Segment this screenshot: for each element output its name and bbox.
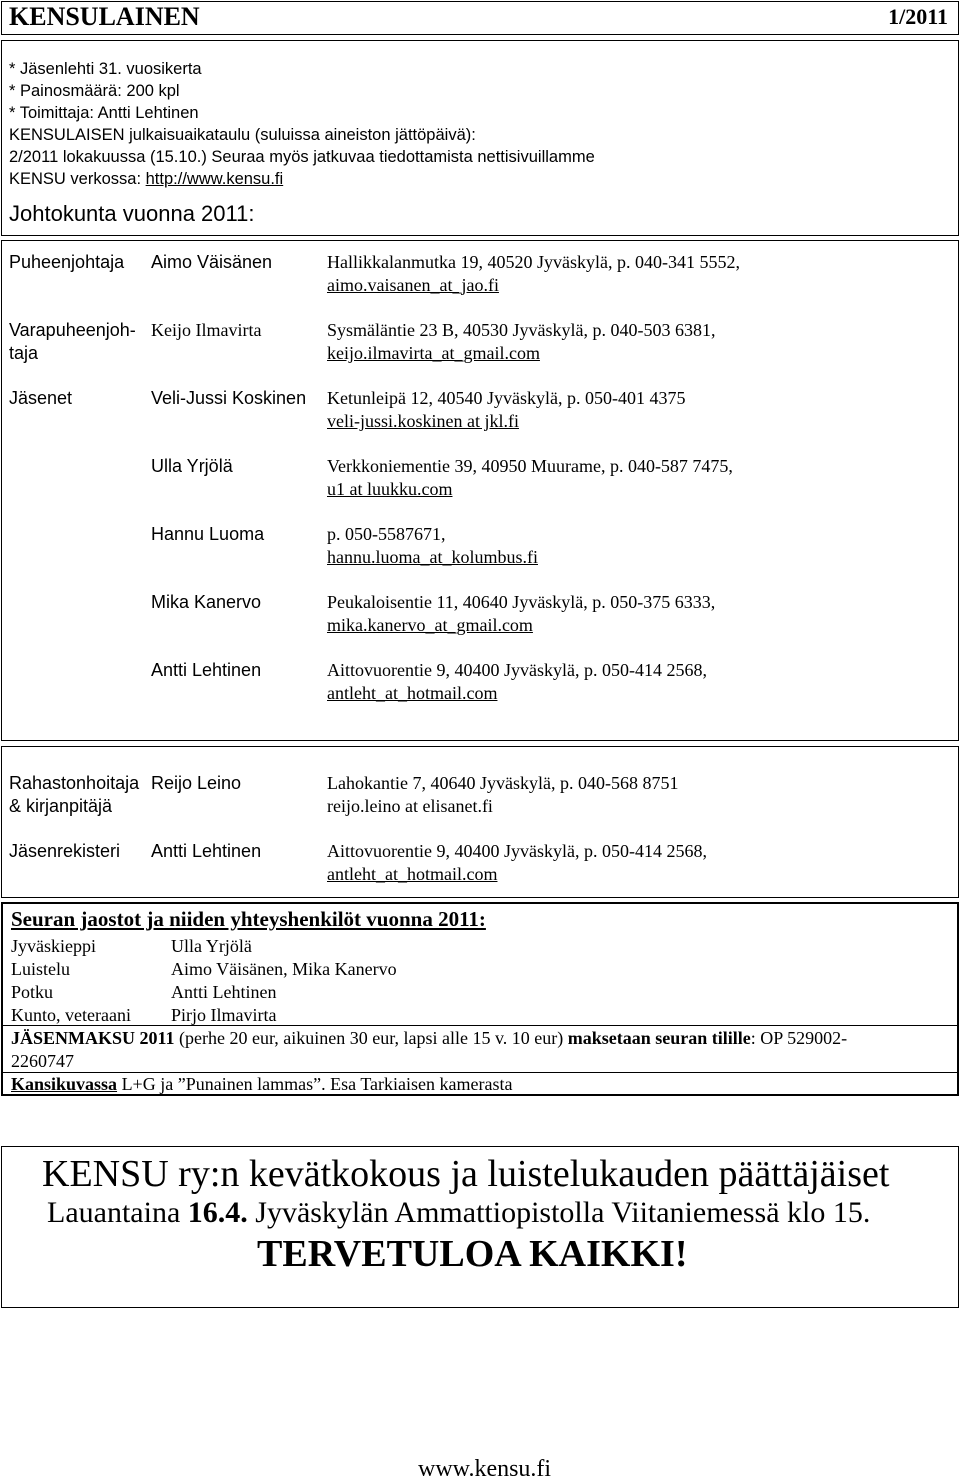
announcement-title: KENSU ry:n kevätkokous ja luistelukauden päättäjäiset [42,1153,890,1195]
cover-caption [11,1073,512,1096]
officer-address: Lahokantie 7, 40640 Jyväskylä, p. 040-568 8751 [327,773,679,793]
announcement-welcome: TERVETULOA KAIKKI! [257,1233,688,1275]
member-email[interactable]: mika.kanervo_at_gmail.com [327,615,533,635]
member-name: Hannu Luoma [151,524,265,544]
officer-email: reijo.leino at elisanet.fi [327,796,493,816]
role-label-cont: taja [9,343,39,363]
member-address: Aittovuorentie 9, 40400 Jyväskylä, p. 050-414 2568, [327,660,707,680]
footer-url[interactable]: www.kensu.fi [418,1456,552,1482]
intro-line: * Jäsenlehti 31. vuosikerta [9,60,202,78]
member-address: Verkkoniementie 39, 40950 Muurame, p. 040-587 7475, [327,456,733,476]
member-name: Aimo Väisänen [151,252,273,272]
section-contact: Ulla Yrjölä [171,936,252,956]
member-email[interactable]: keijo.ilmavirta_at_gmail.com [327,343,540,363]
section-contact: Antti Lehtinen [171,982,277,1002]
member-email[interactable]: aimo.vaisanen_at_jao.fi [327,275,499,295]
section-name: Kunto, veteraani [11,1005,131,1025]
website-link[interactable]: http://www.kensu.fi [145,170,284,188]
section-name: Luistelu [11,959,70,979]
member-email[interactable]: hannu.luoma_at_kolumbus.fi [327,547,538,567]
intro-text [9,58,595,190]
web-line [9,168,595,190]
officer-email[interactable]: antleht_at_hotmail.com [327,864,498,884]
member-name: Antti Lehtinen [151,660,262,680]
member-name: Keijo Ilmavirta [151,320,262,340]
member-email[interactable]: antleht_at_hotmail.com [327,683,498,703]
section-name: Jyväskieppi [11,936,96,956]
member-email[interactable]: veli-jussi.koskinen at jkl.fi [327,411,519,431]
officer-name: Reijo Leino [151,773,242,793]
fee-details: (perhe 20 eur, aikuinen 30 eur, lapsi alle 15 v. 10 eur) [174,1028,568,1048]
announcement-details [47,1196,870,1230]
cover-text: L+G ja ”Punainen lammas”. Esa Tarkiaisen kamerasta [117,1074,513,1094]
member-address: Peukaloisentie 11, 40640 Jyväskylä, p. 050-375 6333, [327,592,716,612]
role-label: Jäsenet [9,388,73,408]
member-address: Hallikkalanmutka 19, 40520 Jyväskylä, p. 040-341 5552, [327,252,740,272]
member-address: p. 050-5587671, [327,524,446,544]
intro-line: KENSULAISEN julkaisuaikataulu (suluissa aineiston jättöpäivä): [9,126,476,144]
announcement-place: Jyväskylän Ammattiopistolla Viitaniemessä klo 15. [247,1196,871,1229]
fee-account-cont: 2260747 [11,1051,74,1071]
officer-address: Aittovuorentie 9, 40400 Jyväskylä, p. 050-414 2568, [327,841,707,861]
member-address: Sysmäläntie 23 B, 40530 Jyväskylä, p. 040-503 6381, [327,320,716,340]
member-name: Ulla Yrjölä [151,456,233,476]
member-email[interactable]: u1 at luukku.com [327,479,453,499]
role-label: Varapuheenjoh- [9,320,136,340]
issue-number: 1/2011 [888,4,948,29]
board-heading: Johtokunta vuonna 2011: [9,201,255,226]
fee-payment: maksetaan seuran tilille [567,1028,751,1048]
web-prefix: KENSU verkossa: [9,170,146,188]
intro-line: 2/2011 lokakuussa (15.10.) Seuraa myös jatkuvaa tiedottamista nettisivuillamme [9,148,595,166]
section-contact: Aimo Väisänen, Mika Kanervo [171,959,397,979]
member-name: Mika Kanervo [151,592,262,612]
membership-fee [11,1027,847,1050]
announcement-day: Lauantaina [47,1196,188,1229]
sections-heading: Seuran jaostot ja niiden yhteyshenkilöt vuonna 2011: [11,907,486,931]
member-address: Ketunleipä 12, 40540 Jyväskylä, p. 050-401 4375 [327,388,686,408]
cover-label: Kansikuvassa [11,1074,118,1094]
announcement-date: 16.4. [187,1196,248,1229]
role-label-cont: & kirjanpitäjä [9,796,113,816]
section-contact: Pirjo Ilmavirta [171,1005,277,1025]
newsletter-title: KENSULAINEN [9,2,200,31]
intro-line: * Toimittaja: Antti Lehtinen [9,104,199,122]
fee-account: : OP 529002- [750,1028,848,1048]
fee-label: JÄSENMAKSU 2011 [11,1028,175,1048]
role-label: Rahastonhoitaja [9,773,140,793]
role-label: Jäsenrekisteri [9,841,121,861]
member-name: Veli-Jussi Koskinen [151,388,307,408]
officer-name: Antti Lehtinen [151,841,262,861]
role-label: Puheenjohtaja [9,252,125,272]
intro-line: * Painosmäärä: 200 kpl [9,82,180,100]
fee-divider [1,1025,959,1026]
section-name: Potku [11,982,54,1002]
